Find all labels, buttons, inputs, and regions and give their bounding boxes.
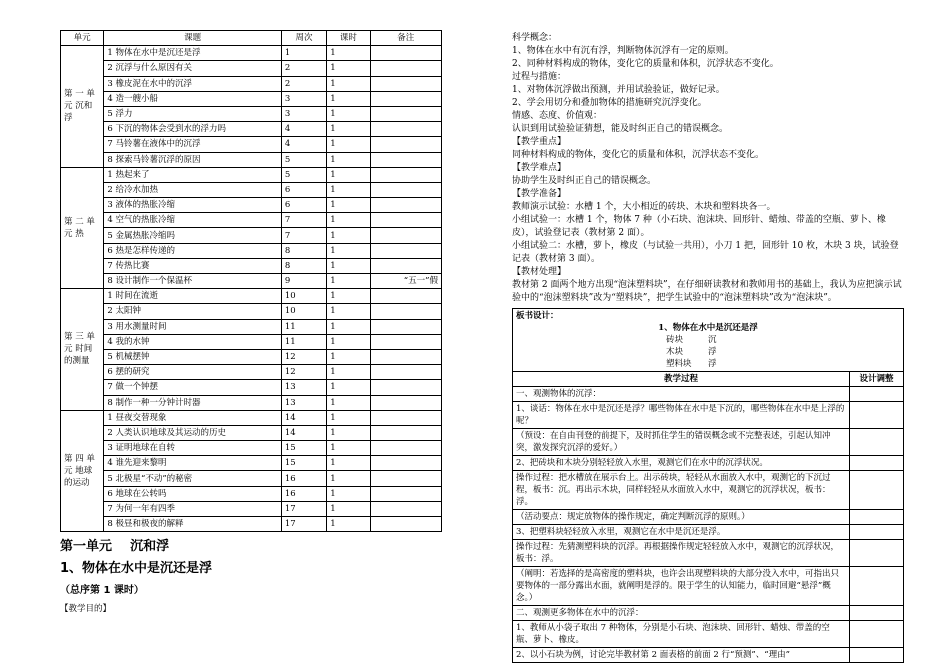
- schedule-row: [61, 425, 442, 440]
- hours-cell: 1: [327, 289, 370, 304]
- note-cell: [370, 349, 441, 364]
- lesson-title-cell: 7 传热比赛: [104, 258, 282, 273]
- schedule-row: [61, 243, 442, 258]
- note-cell: [370, 456, 441, 471]
- week-cell: 2: [281, 76, 326, 91]
- lesson-heading: 1、物体在水中是沉还是浮: [60, 561, 213, 577]
- note-cell: [370, 137, 441, 152]
- hours-cell: 1: [327, 517, 370, 532]
- note-cell: [370, 517, 441, 532]
- header-hours: 课时: [327, 31, 370, 46]
- week-cell: 2: [281, 61, 326, 76]
- process-row: [513, 429, 904, 456]
- adjust-cell: [850, 540, 904, 567]
- adjust-cell: [850, 456, 904, 471]
- note-cell: [370, 46, 441, 61]
- week-cell: 1: [281, 46, 326, 61]
- lesson-title-cell: 8 极昼和极夜的解释: [104, 517, 282, 532]
- note-cell: “五一”假: [370, 274, 441, 289]
- hours-cell: 1: [327, 122, 370, 137]
- note-cell: [370, 410, 441, 425]
- schedule-row: [61, 486, 442, 501]
- schedule-row: [61, 76, 442, 91]
- schedule-row: [61, 106, 442, 121]
- note-cell: [370, 198, 441, 213]
- header-lesson: 课题: [104, 31, 282, 46]
- process-row: [513, 387, 904, 402]
- unit-name-cell: 第 一 单 元 沉和浮: [61, 46, 104, 168]
- note-cell: [370, 304, 441, 319]
- note-cell: [370, 167, 441, 182]
- lesson-title-cell: 8 设计制作一个保温杯: [104, 274, 282, 289]
- week-cell: 17: [281, 517, 326, 532]
- objective-paragraph: 2、学会用切分和叠加物体的措施研究沉浮变化。: [512, 98, 707, 108]
- objective-paragraph: 1、对物体沉浮做出预测，并用试验验证，做好记录。: [512, 85, 725, 95]
- hours-cell: 1: [327, 167, 370, 182]
- week-cell: 15: [281, 456, 326, 471]
- unit-heading: 第一单元 沉和浮: [60, 539, 170, 555]
- board-item: 木块: [666, 347, 684, 357]
- lesson-title-cell: 6 地球在公转吗: [104, 486, 282, 501]
- board-item: 砖块: [666, 335, 684, 345]
- week-cell: 14: [281, 410, 326, 425]
- process-text: （活动要点：规定放物体的操作规定，确定判断沉浮的原则。）: [513, 510, 850, 525]
- schedule-row: [61, 410, 442, 425]
- hours-cell: 1: [327, 395, 370, 410]
- week-cell: 6: [281, 198, 326, 213]
- lesson-title-cell: 2 太阳钟: [104, 304, 282, 319]
- hours-cell: 1: [327, 243, 370, 258]
- right-column: [512, 32, 904, 663]
- objective-paragraph: 2、同种材料构成的物体，变化它的质量和体积，沉浮状态不变化。: [512, 59, 779, 69]
- schedule-row: [61, 122, 442, 137]
- week-cell: 11: [281, 334, 326, 349]
- schedule-row: [61, 152, 442, 167]
- lesson-title-cell: 2 给冷水加热: [104, 182, 282, 197]
- lesson-title-cell: 1 时间在流逝: [104, 289, 282, 304]
- process-row: [513, 525, 904, 540]
- hours-cell: 1: [327, 274, 370, 289]
- week-cell: 16: [281, 486, 326, 501]
- process-row: [513, 540, 904, 567]
- hours-cell: 1: [327, 76, 370, 91]
- lesson-title-cell: 5 金属热胀冷缩吗: [104, 228, 282, 243]
- objective-paragraph: 小组试验二：水槽，萝卜，橡皮（与试验一共用），小刀 1 把，回形针 10 枚，木块 3 块，试验登记表（教材第 3 面）。: [512, 241, 899, 264]
- schedule-row: [61, 228, 442, 243]
- hours-cell: 1: [327, 152, 370, 167]
- schedule-row: [61, 182, 442, 197]
- board-design-cell: [513, 309, 904, 372]
- lesson-title-cell: 2 人类认识地球及其运动的历史: [104, 425, 282, 440]
- schedule-header-row: [61, 31, 442, 46]
- note-cell: [370, 182, 441, 197]
- schedule-row: [61, 167, 442, 182]
- unit-name-cell: 第 三 单 元 时间的测量: [61, 289, 104, 411]
- schedule-row: [61, 349, 442, 364]
- week-cell: 11: [281, 319, 326, 334]
- hours-cell: 1: [327, 258, 370, 273]
- board-title: 1、物体在水中是沉还是浮: [658, 323, 758, 333]
- note-cell: [370, 91, 441, 106]
- schedule-row: [61, 380, 442, 395]
- process-row: [513, 510, 904, 525]
- objective-paragraph: 同种材料构成的物体，变化它的质量和体积，沉浮状态不变化。: [512, 150, 765, 160]
- board-row: [516, 346, 900, 358]
- note-cell: [370, 395, 441, 410]
- lesson-title-cell: 4 空气的热胀冷缩: [104, 213, 282, 228]
- note-cell: [370, 228, 441, 243]
- lesson-title-cell: 7 马铃薯在液体中的沉浮: [104, 137, 282, 152]
- hours-cell: 1: [327, 349, 370, 364]
- lesson-title-cell: 3 液体的热胀冷缩: [104, 198, 282, 213]
- process-body: [513, 387, 904, 663]
- board-state: 浮: [708, 347, 717, 357]
- hours-cell: 1: [327, 61, 370, 76]
- board-row: [516, 334, 900, 346]
- process-text: （阐明：若选择的是高密度的塑料块，也许会出现塑料块的大部分没入水中，可指出只要物体的一部分露出水面，就阐明是浮的。限于学生的认知能力，临时回避“悬浮”概念。）: [513, 567, 850, 606]
- board-state: 浮: [708, 359, 717, 369]
- note-cell: [370, 152, 441, 167]
- left-column: [60, 30, 442, 614]
- lesson-title-cell: 6 摆的研究: [104, 365, 282, 380]
- schedule-row: [61, 91, 442, 106]
- objective-paragraph: 情感、态度、价值观：: [512, 111, 603, 121]
- hours-cell: 1: [327, 334, 370, 349]
- note-cell: [370, 106, 441, 121]
- hours-cell: 1: [327, 182, 370, 197]
- objective-paragraph: 【教材处理】: [512, 267, 567, 277]
- process-text: 3、把塑料块轻轻放入水里，观测它在水中是沉还是浮。: [513, 525, 850, 540]
- week-cell: 14: [281, 425, 326, 440]
- week-cell: 6: [281, 182, 326, 197]
- adjust-cell: [850, 567, 904, 606]
- objective-paragraph: 1、物体在水中有沉有浮，判断物体沉浮有一定的原则。: [512, 46, 734, 56]
- objective-paragraph: 【教学准备】: [512, 189, 567, 199]
- lesson-title-cell: 6 下沉的物体会受到水的浮力吗: [104, 122, 282, 137]
- schedule-row: [61, 61, 442, 76]
- adjust-cell: [850, 471, 904, 510]
- process-row: [513, 621, 904, 648]
- lesson-title-cell: 6 热是怎样传递的: [104, 243, 282, 258]
- adjust-cell: [850, 525, 904, 540]
- lesson-title-cell: 3 证明地球在自转: [104, 441, 282, 456]
- schedule-row: [61, 441, 442, 456]
- process-row: [513, 471, 904, 510]
- note-cell: [370, 61, 441, 76]
- objective-paragraph: 【教学难点】: [512, 163, 567, 173]
- objective-paragraph: 教材第 2 面两个地方出现“泡沫塑料块”，在仔细研读教材和教师用书的基础上，我认为应把演示试验中的“泡沫塑料块”改为“塑料块”，把学生试验中的“泡沫塑料块”改为“泡沫块”。: [512, 280, 902, 303]
- board-rows: [516, 334, 900, 370]
- hours-cell: 1: [327, 441, 370, 456]
- hours-cell: 1: [327, 213, 370, 228]
- note-cell: [370, 213, 441, 228]
- week-cell: 17: [281, 501, 326, 516]
- note-cell: [370, 289, 441, 304]
- objective-paragraph: 教师演示试验：水槽 1 个，大小相近的砖块、木块和塑料块各一。: [512, 202, 776, 212]
- header-unit: 单元: [61, 31, 104, 46]
- lesson-title-cell: 1 热起来了: [104, 167, 282, 182]
- schedule-row: [61, 258, 442, 273]
- week-cell: 4: [281, 122, 326, 137]
- lesson-title-cell: 8 制作一种一分钟计时器: [104, 395, 282, 410]
- schedule-row: [61, 334, 442, 349]
- objectives-text: [512, 32, 904, 305]
- lesson-title-cell: 5 机械摆钟: [104, 349, 282, 364]
- week-cell: 13: [281, 395, 326, 410]
- hours-cell: 1: [327, 304, 370, 319]
- week-cell: 3: [281, 106, 326, 121]
- schedule-row: [61, 213, 442, 228]
- note-cell: [370, 243, 441, 258]
- process-row: [513, 456, 904, 471]
- header-week: 周次: [281, 31, 326, 46]
- lesson-title-cell: 1 物体在水中是沉还是浮: [104, 46, 282, 61]
- note-cell: [370, 471, 441, 486]
- week-cell: 12: [281, 349, 326, 364]
- process-text: 二、观测更多物体在水中的沉浮：: [513, 606, 850, 621]
- lesson-title-cell: 4 我的水钟: [104, 334, 282, 349]
- board-table: [512, 308, 904, 663]
- objective-paragraph: 科学概念：: [512, 33, 558, 43]
- schedule-row: [61, 304, 442, 319]
- adjust-cell: [850, 621, 904, 648]
- schedule-row: [61, 274, 442, 289]
- lesson-title-cell: 7 做一个钟摆: [104, 380, 282, 395]
- process-text: 2、把砖块和木块分别轻轻放入水里，观测它们在水中的沉浮状况。: [513, 456, 850, 471]
- hours-cell: 1: [327, 486, 370, 501]
- lesson-title-cell: 4 谁先迎来黎明: [104, 456, 282, 471]
- adjust-cell: [850, 606, 904, 621]
- process-text: 操作过程：把水槽放在展示台上。出示砖块，轻轻从水面放入水中，观测它的下沉过程，板书：沉。再出示木块，同样轻轻从水面放入水中，观测它的沉浮状况，板书：浮。: [513, 471, 850, 510]
- process-text: 1、教师从小袋子取出 7 种物体，分别是小石块、泡沫块、回形针、蜡烛、带盖的空瓶、萝卜、橡皮。: [513, 621, 850, 648]
- hours-cell: 1: [327, 425, 370, 440]
- objective-paragraph: 认识到用试验验证猜想，能及时纠正自己的错误概念。: [512, 124, 729, 134]
- lesson-title-cell: 5 浮力: [104, 106, 282, 121]
- process-text: （预设：在自由刊登的前提下，及时抓住学生的错误概念或不完整表述，引起认知冲突，激发探究沉浮的爱好。）: [513, 429, 850, 456]
- week-cell: 7: [281, 228, 326, 243]
- unit-name-cell: 第 二 单 元 热: [61, 167, 104, 289]
- schedule-row: [61, 289, 442, 304]
- week-cell: 15: [281, 441, 326, 456]
- header-note: 备注: [370, 31, 441, 46]
- hours-cell: 1: [327, 46, 370, 61]
- week-cell: 8: [281, 258, 326, 273]
- week-cell: 10: [281, 289, 326, 304]
- note-cell: [370, 76, 441, 91]
- board-heading: 板书设计：: [516, 311, 559, 321]
- week-cell: 3: [281, 91, 326, 106]
- objective-paragraph: 【教学重点】: [512, 137, 567, 147]
- hours-cell: 1: [327, 137, 370, 152]
- schedule-table: [60, 30, 442, 532]
- lesson-title-cell: 8 探索马铃薯沉浮的原因: [104, 152, 282, 167]
- process-header: 教学过程: [513, 372, 850, 387]
- week-cell: 5: [281, 167, 326, 182]
- adjust-cell: [850, 387, 904, 402]
- lesson-title-cell: 2 沉浮与什么原因有关: [104, 61, 282, 76]
- adjust-cell: [850, 429, 904, 456]
- lesson-title-cell: 7 为何一年有四季: [104, 501, 282, 516]
- adjust-cell: [850, 402, 904, 429]
- schedule-row: [61, 471, 442, 486]
- schedule-row: [61, 365, 442, 380]
- week-cell: 7: [281, 213, 326, 228]
- hours-cell: 1: [327, 198, 370, 213]
- objective-paragraph: 协助学生及时纠正自己的错误概念。: [512, 176, 657, 186]
- lesson-title-cell: 4 造一艘小船: [104, 91, 282, 106]
- process-row: [513, 402, 904, 429]
- objective-paragraph: 小组试验一：水槽 1 个，物体 7 种（小石块、泡沫块、回形针、蜡烛、带盖的空瓶、萝卜、橡皮），试验登记表（教材第 2 面）。: [512, 215, 886, 238]
- unit-name-cell: 第 四 单 元 地球的运动: [61, 410, 104, 532]
- goal-tag: 【教学目的】: [60, 604, 112, 615]
- session-label: （总序第 1 课时）: [60, 585, 144, 597]
- note-cell: [370, 334, 441, 349]
- board-state: 沉: [708, 335, 717, 345]
- board-item: 塑料块: [666, 359, 692, 369]
- week-cell: 10: [281, 304, 326, 319]
- week-cell: 4: [281, 137, 326, 152]
- hours-cell: 1: [327, 471, 370, 486]
- board-row: [516, 358, 900, 370]
- schedule-row: [61, 456, 442, 471]
- week-cell: 13: [281, 380, 326, 395]
- schedule-row: [61, 46, 442, 61]
- schedule-row: [61, 517, 442, 532]
- note-cell: [370, 486, 441, 501]
- process-text: 一、观测物体的沉浮：: [513, 387, 850, 402]
- note-cell: [370, 258, 441, 273]
- lesson-title-cell: 1 昼夜交替现象: [104, 410, 282, 425]
- process-text: 1、谈话：物体在水中是沉还是浮？哪些物体在水中是下沉的，哪些物体在水中是上浮的呢？: [513, 402, 850, 429]
- hours-cell: 1: [327, 410, 370, 425]
- week-cell: 16: [281, 471, 326, 486]
- schedule-row: [61, 198, 442, 213]
- process-text: 2、以小石块为例，讨论完毕教材第 2 面表格的前面 2 行“预测”、“理由”: [513, 648, 850, 663]
- hours-cell: 1: [327, 228, 370, 243]
- schedule-row: [61, 501, 442, 516]
- week-cell: 12: [281, 365, 326, 380]
- objective-paragraph: 过程与措施：: [512, 72, 567, 82]
- hours-cell: 1: [327, 380, 370, 395]
- note-cell: [370, 441, 441, 456]
- adjust-header: 设计调整: [850, 372, 904, 387]
- schedule-row: [61, 395, 442, 410]
- schedule-body: [61, 46, 442, 532]
- schedule-row: [61, 137, 442, 152]
- hours-cell: 1: [327, 106, 370, 121]
- note-cell: [370, 122, 441, 137]
- hours-cell: 1: [327, 456, 370, 471]
- schedule-row: [61, 319, 442, 334]
- adjust-cell: [850, 510, 904, 525]
- note-cell: [370, 425, 441, 440]
- process-row: [513, 648, 904, 663]
- note-cell: [370, 380, 441, 395]
- hours-cell: 1: [327, 365, 370, 380]
- hours-cell: 1: [327, 319, 370, 334]
- week-cell: 5: [281, 152, 326, 167]
- process-row: [513, 567, 904, 606]
- hours-cell: 1: [327, 501, 370, 516]
- note-cell: [370, 319, 441, 334]
- lesson-title-cell: 5 北极星“不动”的秘密: [104, 471, 282, 486]
- lesson-title-cell: 3 橡皮泥在水中的沉浮: [104, 76, 282, 91]
- process-text: 操作过程：先猜测塑料块的沉浮。再根据操作规定轻轻放入水中，观测它的沉浮状况，板书：浮。: [513, 540, 850, 567]
- note-cell: [370, 501, 441, 516]
- note-cell: [370, 365, 441, 380]
- process-row: [513, 606, 904, 621]
- week-cell: 9: [281, 274, 326, 289]
- hours-cell: 1: [327, 91, 370, 106]
- lesson-title-cell: 3 用水测量时间: [104, 319, 282, 334]
- week-cell: 8: [281, 243, 326, 258]
- adjust-cell: [850, 648, 904, 663]
